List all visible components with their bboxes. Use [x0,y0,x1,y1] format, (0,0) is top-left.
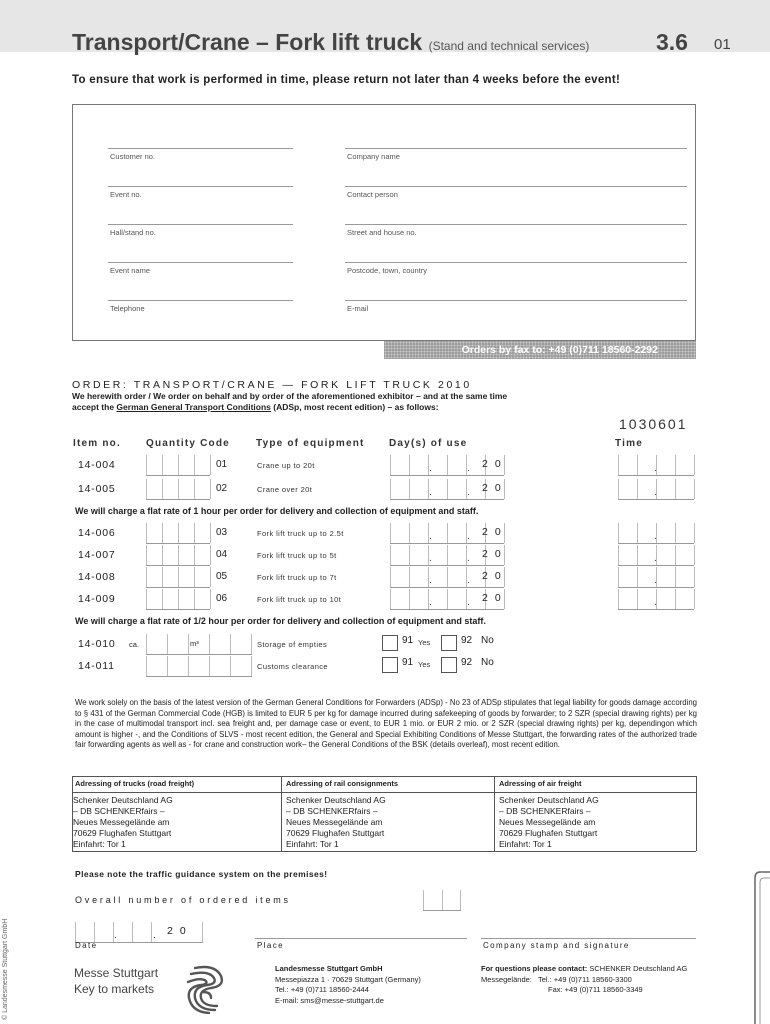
fax-number: Orders by fax to: +49 (0)711 18560-2292 [461,344,658,356]
postcode-field[interactable] [345,262,687,263]
equipment-code: 05 [216,571,228,582]
equipment-code: 06 [216,593,228,604]
fax-banner [384,341,696,359]
footer-contact-block [481,964,687,996]
customs-no-code: 92 [461,657,473,668]
section-number: 3.6 [656,29,688,55]
year-prefix: 20 [482,570,508,582]
year-prefix: 20 [482,482,508,494]
customs-quantity-input[interactable] [146,656,252,677]
footer-tel: Tel.: +49 (0)711 18560-2444 [275,985,369,994]
signature-field[interactable] [481,938,696,939]
storage-unit: m³ [190,639,199,648]
stamp-label: Company stamp and signature [483,941,630,950]
footer-org-block [275,964,421,1006]
address-divider-right [696,776,697,851]
page-number: 01 [714,36,731,53]
quantity-input[interactable] [146,545,210,566]
footer-contact-tel: Tel.: +49 (0)711 18560-3300 [537,974,632,984]
address-mid-rule [72,792,696,793]
day-of-use-input[interactable]: . . 20 [390,545,504,566]
year-prefix: 20 [482,458,508,470]
flat-rate-note-1: We will charge a flat rate of 1 hour per order for delivery and collection of equipment and staff. [75,506,479,516]
address-air: Schenker Deutschland AG – DB SCHENKERfairs – Neues Messegelände am 70629 Flughafen Stuttgart Einfahrt: Tor 1 [499,795,599,849]
address-air-heading: Adressing of air freight [499,779,582,788]
equipment-code: 01 [216,459,228,470]
order-row [72,523,696,545]
storage-no-label: No [481,635,494,646]
messe-logo-icon [181,962,229,1014]
item-no: 14-005 [78,483,116,495]
customs-no-checkbox[interactable] [441,657,457,673]
order-row [72,545,696,567]
time-input[interactable]: . [618,479,694,500]
address-top-rule [72,776,696,777]
col-days: Day(s) of use [389,438,468,449]
col-quantity-code: Quantity Code [146,438,230,449]
event-name-field[interactable] [108,262,293,263]
item-no: 14-006 [78,527,116,539]
page-tab-marker [754,870,770,1024]
page-title: Transport/Crane – Fork lift truck (Stand and technical services) [72,29,590,55]
quantity-input[interactable] [146,523,210,544]
storage-quantity-input[interactable] [146,634,252,655]
email-field[interactable] [345,300,687,301]
legal-text: We work solely on the basis of the latest version of the German General Conditions for Forwarders (ADSp) - No 23 of ADSp stipulates that legal liability for goods damage according to § 431 of the German Commercial Code (HGB) is limited to EUR 5 per kg for damage incurred during safekeeping of goods by forwarder; to 2 SZR (special drawing rights) per kg in the case of multimodal transport incl. sea freight and, per damage case or event, to EUR 1 mio. or EUR 2 mio. or 2 SZR (special drawing rights) per kg, dependingon which amount is higher -, and the Conditions of SLVS - most recent edition, the General and Special Exhibiting Conditions of Messe Stuttgart, the forwarding rates of the authorized trade fair forwarding agents as well as - for crane and construction work– the General Conditions of the BSK (details overleaf), most recent edition. [75,698,697,750]
company-name-field[interactable] [345,148,687,149]
equipment-type: Fork lift truck up to 2.5t [257,529,344,538]
item-no: 14-008 [78,571,116,583]
customer-data-box [72,104,696,341]
time-input[interactable]: . [618,567,694,588]
order-text-suffix: (ADSp, most recent edition) – as follows: [273,402,439,412]
telephone-field[interactable] [108,300,293,301]
deadline-notice: To ensure that work is performed in time, please return not later than 4 weeks before the event! [72,74,621,86]
street-field[interactable] [345,224,687,225]
order-row [72,455,696,477]
overall-items-label: Overall number of ordered items [75,895,291,905]
item-no: 14-007 [78,549,116,561]
year-prefix: 20 [482,548,508,560]
flat-rate-note-2: We will charge a flat rate of 1/2 hour per order for delivery and collection of equipment and staff. [75,616,486,626]
date-year-prefix: 20 [167,925,193,937]
footer-address: Messepiazza 1 · 70629 Stuttgart (Germany) [275,974,421,984]
footer-contact-label: For questions please contact: [481,964,588,973]
address-rail-heading: Adressing of rail consignments [286,779,399,788]
email-label: E-mail [347,304,369,313]
customs-type: Customs clearance [257,662,328,671]
overall-items-input[interactable] [423,890,461,911]
quantity-input[interactable] [146,479,210,500]
address-bottom-rule [72,851,696,852]
place-field[interactable] [255,938,467,939]
order-row [72,589,696,611]
hall-stand-label: Hall/stand no. [110,228,156,237]
customs-no-label: No [481,657,494,668]
col-item-no: Item no. [73,438,121,449]
customs-yes-label: Yes [418,660,431,669]
day-of-use-input[interactable]: . . 20 [390,567,504,588]
year-prefix: 20 [482,592,508,604]
equipment-type: Crane up to 20t [257,461,315,470]
customs-item-no: 14-011 [78,660,115,672]
footer-contact-fax: Fax: +49 (0)711 18560-3349 [548,985,643,994]
order-row [72,567,696,589]
time-input[interactable]: . [618,589,694,610]
day-of-use-input[interactable]: . . 20 [390,589,504,610]
col-time: Time [615,438,643,449]
postcode-label: Postcode, town, country [347,266,428,275]
time-input[interactable]: . [618,545,694,566]
day-of-use-input[interactable]: . . 20 [390,523,504,544]
footer-contact-name: SCHENKER Deutschland AG [589,964,688,973]
storage-no-code: 92 [461,635,473,646]
time-input[interactable]: . [618,523,694,544]
address-road-heading: Adressing of trucks (road freight) [75,779,195,788]
quantity-input[interactable] [146,589,210,610]
date-input[interactable]: . . 20 [75,922,203,943]
col-type: Type of equipment [256,438,365,449]
customer-no-label: Customer no. [110,152,156,161]
quantity-input[interactable] [146,455,210,476]
storage-no-checkbox[interactable] [441,635,457,651]
page-subtitle: (Stand and technical services) [428,39,590,53]
copyright: © Landesmesse Stuttgart GmbH [2,918,9,1020]
telephone-label: Telephone [110,304,145,313]
item-no: 14-009 [78,593,116,605]
storage-type: Storage of empties [257,640,328,649]
storage-row [72,634,696,656]
storage-ca-label: ca. [129,640,140,649]
storage-yes-checkbox[interactable] [382,635,398,651]
address-divider-1 [281,776,282,851]
address-divider-2 [494,776,495,851]
customs-row [72,656,696,678]
equipment-type: Fork lift truck up to 5t [257,551,337,560]
time-input[interactable]: . [618,455,694,476]
transport-conditions-link[interactable]: German General Transport Conditions [116,402,271,412]
order-text-prefix: accept the [72,402,115,412]
order-row [72,479,696,501]
customs-yes-checkbox[interactable] [382,657,398,673]
place-label: Place [257,941,285,950]
storage-yes-code: 91 [402,635,414,646]
logo-tagline: Key to markets [74,982,155,996]
footer-org: Landesmesse Stuttgart GmbH [275,964,383,973]
contact-person-field[interactable] [345,186,687,187]
hall-stand-field[interactable] [108,224,293,225]
day-of-use-input[interactable]: . . 20 [390,479,504,500]
equipment-type: Fork lift truck up to 7t [257,573,337,582]
event-no-field[interactable] [108,186,293,187]
equipment-code: 02 [216,483,228,494]
date-label: Date [75,941,98,950]
order-text-line1: We herewith order / We order on behalf and by order of the aforementioned exhibitor – and at the same time [72,391,508,401]
footer-contact-site: Messegelände: [481,974,532,984]
event-name-label: Event name [110,266,151,275]
contact-person-label: Contact person [347,190,398,199]
address-rail: Schenker Deutschland AG – DB SCHENKERfairs – Neues Messegelände am 70629 Flughafen Stuttgart Einfahrt: Tor 1 [286,795,386,849]
equipment-type: Fork lift truck up to 10t [257,595,342,604]
storage-item-no: 14-010 [78,638,116,650]
equipment-code: 04 [216,549,228,560]
order-heading: ORDER: TRANSPORT/CRANE — FORK LIFT TRUCK 2010 [72,379,472,391]
quantity-input[interactable] [146,567,210,588]
item-no: 14-004 [78,459,116,471]
form-code: 1030601 [619,416,688,432]
street-label: Street and house no. [347,228,417,237]
traffic-note: Please note the traffic guidance system on the premises! [75,869,328,879]
day-of-use-input[interactable]: . . 20 [390,455,504,476]
logo-name: Messe Stuttgart [74,966,159,980]
customs-yes-code: 91 [402,657,414,668]
footer-email: E-mail: sms@messe-stuttgart.de [275,995,384,1005]
storage-yes-label: Yes [418,638,431,647]
equipment-type: Crane over 20t [257,485,313,494]
year-prefix: 20 [482,526,508,538]
equipment-code: 03 [216,527,228,538]
customer-no-field[interactable] [108,148,293,149]
company-name-label: Company name [347,152,400,161]
address-road: Schenker Deutschland AG – DB SCHENKERfairs – Neues Messegelände am 70629 Flughafen Stuttgart Einfahrt: Tor 1 [73,795,173,849]
event-no-label: Event no. [110,190,142,199]
order-text [72,391,507,413]
